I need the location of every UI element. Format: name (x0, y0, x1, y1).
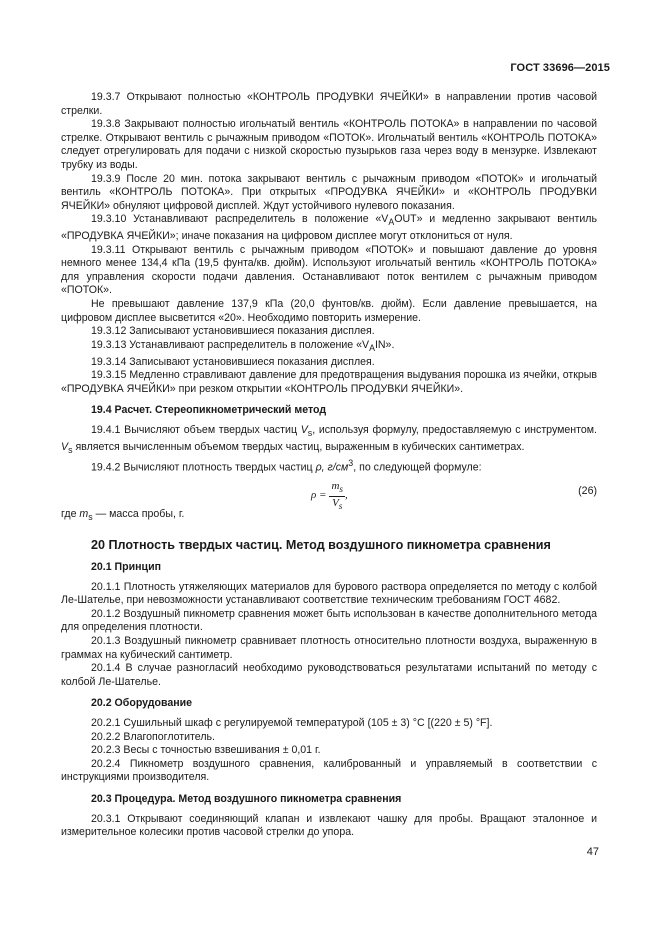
section-heading-19-4: 19.4 Расчет. Стереопикнометрический метод (91, 404, 327, 417)
paragraph-19-3-15: 19.3.15 Медленно стравливают давление для предотвращения выдувания порошка из ячейки, открыв «ПРОДУВКА ЯЧЕЙКИ» при резком открытии «КОНТРОЛЬ ПРОДУВКИ ЯЧЕЙКИ». (61, 369, 597, 395)
subscript: s (68, 444, 73, 455)
text-part: является вычисленным объемом твердых частиц, выраженным в кубических сантиметрах. (72, 440, 525, 453)
text-part: OUT» и медленно закрывают вентиль «ПРОДУВКА ЯЧЕЙКИ»; иначе показания на цифровом дисплее могут отклониться от нуля. (61, 213, 597, 243)
subscript: s (338, 500, 343, 511)
text-part: , используя формулу, предоставляемую с инструментом. (312, 423, 597, 436)
unit: , г/см (321, 461, 349, 474)
text-part: 19.4.2 Вычисляют плотность твердых частиц (91, 461, 316, 474)
paragraph-20-2-1: 20.2.1 Сушильный шкаф с регулируемой температурой (105 ± 3) °С [(220 ± 5) °F]. (91, 717, 493, 730)
formula-end: , (344, 489, 348, 502)
subscript: s (88, 512, 93, 523)
paragraph-19-3-13 (61, 339, 597, 356)
paragraph-20-1-2: 20.1.2 Воздушный пикнометр сравнения может быть использован в качестве дополнительного метода для определения плотности. (61, 607, 597, 634)
paragraph-20-1-1: 20.1.1 Плотность утяжеляющих материалов для бурового раствора определяется по методу с колбой Ле-Шателье, при невозможности устанавливают соответствие техническим требованиям ГОСТ 4682. (61, 580, 597, 607)
variable: V (61, 440, 69, 453)
text-part: где (61, 508, 80, 521)
paragraph-19-3-14: 19.3.14 Записывают установившиеся показания дисплея. (91, 355, 375, 368)
subscript: s (339, 484, 343, 495)
fraction-numerator (329, 480, 345, 496)
superscript: 3 (348, 458, 354, 469)
document-standard-number: ГОСТ 33696—2015 (510, 62, 610, 74)
text-part: 19.4.1 Вычисляют объем твердых частиц (91, 423, 301, 436)
subscript: s (307, 427, 313, 438)
variable: ρ (315, 461, 322, 474)
section-heading-20-3: 20.3 Процедура. Метод воздушного пикнометра сравнения (91, 793, 402, 806)
subscript: A (369, 342, 375, 353)
paragraph-20-3-1: 20.3.1 Открывают соединяющий клапан и извлекают чашку для пробы. Вращают эталонное и измерительное колесики против часовой стрелки до упора. (61, 812, 597, 839)
paragraph-20-1-4: 20.1.4 В случае разногласий необходимо руководствоваться результатами испытаний по методу с колбой Ле-Шателье. (61, 662, 597, 688)
section-heading-20-2: 20.2 Оборудование (91, 697, 193, 710)
paragraph-20-2-2: 20.2.2 Влагопоглотитель. (91, 730, 215, 743)
text-part: 19.3.10 Устанавливают распределитель в положение «V (91, 213, 389, 226)
paragraph-19-3-7: 19.3.7 Открывают полностью «КОНТРОЛЬ ПРОДУВКИ ЯЧЕЙКИ» в направлении против часовой стрелки. (61, 91, 597, 117)
section-title-20: 20 Плотность твердых частиц. Метод воздушного пикнометра сравнения (91, 538, 551, 553)
paragraph-19-4-2 (61, 457, 597, 475)
subscript: A (388, 217, 395, 228)
density-formula (311, 480, 348, 511)
paragraph-20-2-4: 20.2.4 Пикнометр воздушного сравнения, калиброванный и управляемый в соответствии с инструкциями производителя. (61, 757, 597, 784)
paragraph-19-3-10 (61, 213, 597, 243)
section-heading-20-1: 20.1 Принцип (91, 561, 161, 574)
paragraph-19-4-1 (61, 424, 597, 457)
text-part: — масса пробы, г. (92, 508, 185, 521)
page-body (61, 91, 597, 840)
text-part: 19.3.13 Устанавливают распределитель в положение «V (91, 338, 370, 351)
numerator-var: m (331, 480, 340, 493)
formula-lhs: ρ = (311, 489, 327, 502)
paragraph-19-3-12: 19.3.12 Записывают установившиеся показания дисплея. (91, 325, 375, 338)
variable: m (79, 508, 89, 521)
denominator-var: V (332, 496, 339, 509)
paragraph-20-2-3: 20.2.3 Весы с точностью взвешивания ± 0,01 г. (91, 744, 321, 757)
paragraph-19-3-11: 19.3.11 Открывают вентиль с рычажным приводом «ПОТОК» и повышают давление до уровня немного менее 134,4 кПа (19,5 фунта/кв. дюйм). Используют игольчатый вентиль «КОНТРОЛЬ ПОТОКА» для управления скорости подачи давления. Останавливают поток вентилем с рычажным приводом «ПОТОК». (61, 243, 597, 297)
variable: V (300, 423, 308, 436)
paragraph-pressure-note: Не превышают давление 137,9 кПа (20,0 фунтов/кв. дюйм). Если давление превышается, на цифровом дисплее высветится «20». Необходимо повторить измерение. (61, 298, 597, 324)
paragraph-20-1-3: 20.1.3 Воздушный пикнометр сравнивает плотность относительно плотности воздуха, выраженную в граммах на кубический сантиметр. (61, 635, 597, 661)
text-part: , по следующей формуле: (353, 461, 482, 474)
fraction-denominator (330, 497, 344, 512)
formula-26 (61, 478, 597, 511)
text-part: IN». (374, 338, 395, 351)
fraction (329, 480, 345, 511)
equation-number: (26) (578, 485, 597, 498)
paragraph-19-3-9: 19.3.9 После 20 мин. потока закрывают вентиль с рычажным приводом «ПОТОК» и игольчатый вентиль «КОНТРОЛЬ ПОТОКА». При открытых «ПРОДУВКА ЯЧЕЙКИ» и «КОНТРОЛЬ ПРОДУВКИ ЯЧЕЙКИ» обнуляют цифровой дисплей. Ждут устойчивого нулевого показания. (61, 172, 597, 212)
page-number: 47 (586, 846, 599, 858)
paragraph-19-3-8: 19.3.8 Закрывают полностью игольчатый вентиль «КОНТРОЛЬ ПОТОКА» в направлении по часовой стрелке. Открывают вентиль с рычажным приводом «ПОТОК». Игольчатый вентиль «КОНТРОЛЬ ПОТОКА» следует отрегулировать для подачи с низкой скоростью пузырьков газа через воду в мензурке. Извлекают трубку из воды. (61, 118, 597, 171)
